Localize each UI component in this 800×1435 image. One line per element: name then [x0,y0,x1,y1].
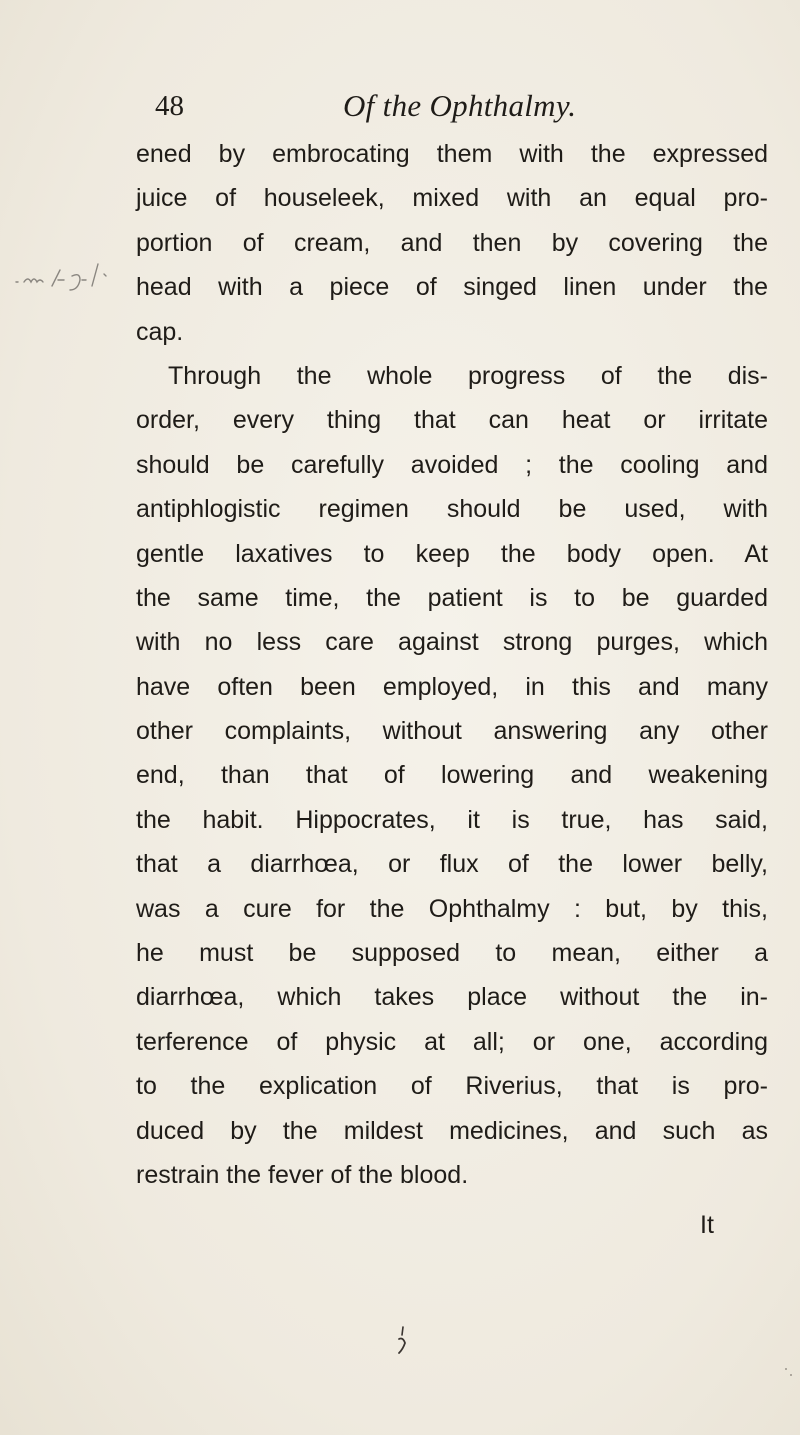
text-line: duced by the mildest medicines, and such as [136,1116,768,1145]
text-line: antiphlogistic regimen should be used, with [136,495,768,524]
text-line: the habit. Hippocrates, it is true, has said, [136,805,768,834]
text-line: should be carefully avoided ; the cooling and [136,450,768,479]
text-line: cap. [136,317,184,346]
catchword: It [700,1211,714,1239]
text-line: end, than that of lowering and weakening [136,761,768,790]
running-head [155,86,715,126]
handwritten-margin-note [12,258,142,294]
text-line: gentle laxatives to keep the body open. At [136,539,768,568]
text-line: he must be supposed to mean, either a [136,939,768,968]
body-text [136,132,768,1197]
text-line: order, every thing that can heat or irritate [136,406,768,435]
page-number: 48 [155,90,184,122]
ink-mark [394,1325,410,1355]
text-line: Through the whole progress of the dis- [168,361,768,390]
text-line: diarrhœa, which takes place without the in- [136,983,768,1012]
text-line: head with a piece of singed linen under the [136,273,768,302]
text-line: portion of cream, and then by covering the [136,228,768,257]
text-line: restrain the fever of the blood. [136,1160,469,1189]
text-line: that a diarrhœa, or flux of the lower belly, [136,850,768,879]
text-line: terference of physic at all; or one, according [136,1027,768,1056]
text-line: with no less care against strong purges, which [136,628,768,657]
text-line: the same time, the patient is to be guarded [136,583,768,612]
ink-mark [782,1363,796,1383]
text-line: have often been employed, in this and many [136,672,768,701]
text-line: other complaints, without answering any other [136,717,768,746]
text-line: ened by embrocating them with the expressed [136,140,768,168]
running-title: Of the Ophthalmy. [343,88,577,123]
text-line: juice of houseleek, mixed with an equal pro- [136,184,768,213]
text-line: to the explication of Riverius, that is pro- [136,1072,768,1101]
text-line: was a cure for the Ophthalmy : but, by this, [136,894,768,923]
